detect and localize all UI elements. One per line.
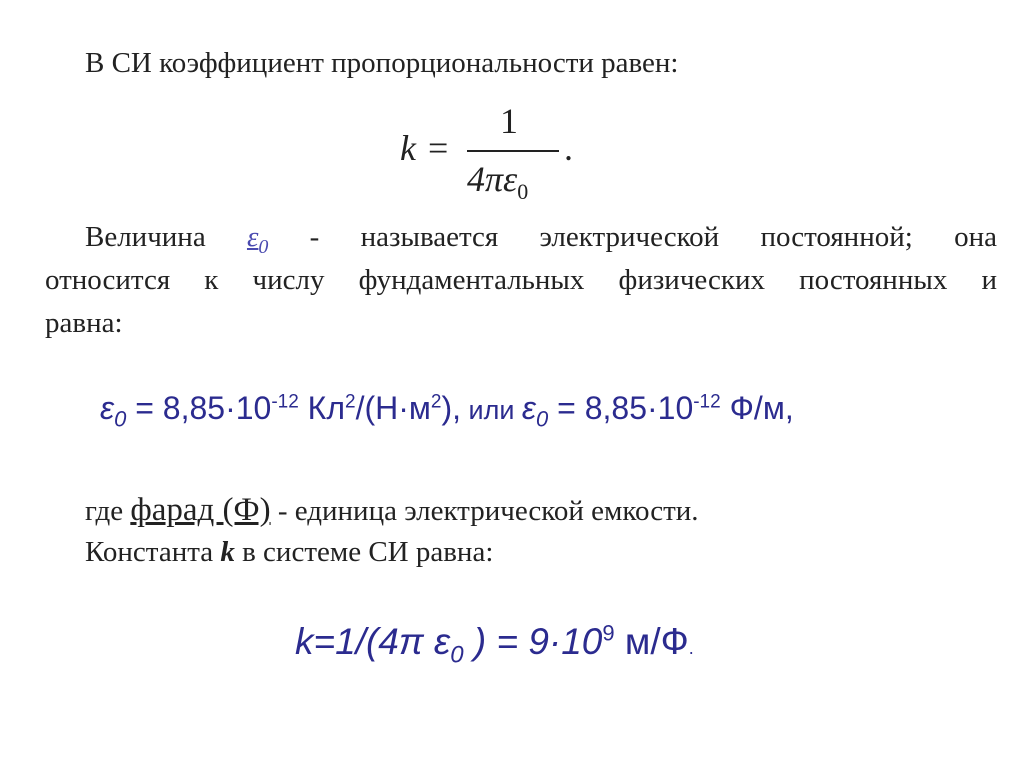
word: фундаментальных [358, 264, 585, 296]
exponent: 2 [430, 391, 442, 413]
unit-part: Ф/м, [720, 390, 794, 426]
paragraph-line-3: равна: [45, 307, 123, 339]
word: постоянных [799, 264, 948, 296]
word: - [309, 221, 320, 253]
period: . [688, 638, 694, 658]
exponent: 9 [602, 620, 615, 646]
epsilon-equation [100, 388, 794, 430]
paragraph-line-1 [85, 219, 997, 258]
intro-text: В СИ коэффициент пропорциональности равен: [85, 47, 679, 79]
unit-part: /(Н·м [355, 390, 431, 426]
denominator-sub: 0 [517, 179, 529, 205]
unit-part: Кл [298, 390, 345, 426]
fraction-denominator [467, 158, 529, 205]
constant-suffix: в системе СИ равна: [234, 536, 494, 568]
k-lhs: k=1/(4π ε [295, 621, 451, 662]
word: и [981, 264, 997, 296]
word: физических [618, 264, 765, 296]
fraction-bar [467, 150, 559, 152]
exponent: 2 [344, 391, 356, 413]
word: она [954, 221, 997, 253]
epsilon-sub: 0 [450, 641, 464, 669]
k-symbol: k [400, 128, 416, 168]
equals-sign: = [428, 128, 449, 168]
exponent: -12 [693, 391, 721, 413]
exponent: -12 [271, 391, 299, 413]
epsilon-sub: 0 [535, 406, 549, 432]
value-part: = 8,85·10 [126, 390, 272, 426]
fraction-numerator: 1 [500, 101, 518, 141]
unit-part: ), [441, 390, 461, 426]
farad-line [85, 492, 699, 529]
k-unit: м/Ф [614, 621, 689, 662]
k-formula [400, 100, 600, 210]
word: электрической [539, 221, 720, 253]
k-symbol: k [220, 536, 235, 568]
paragraph-line-2 [45, 262, 997, 298]
epsilon-sub: 0 [114, 406, 127, 432]
word: числу [252, 264, 325, 296]
epsilon-sub: 0 [258, 235, 269, 258]
constant-prefix: Константа [85, 536, 221, 568]
word: относится [45, 264, 171, 296]
word: Величина [85, 221, 206, 253]
constant-line [85, 534, 493, 570]
epsilon-symbol: ε [100, 390, 115, 426]
value-part: = 8,85·10 [548, 390, 694, 426]
farad-prefix: где [85, 495, 131, 527]
word: к [204, 264, 219, 296]
k-value-equation [295, 620, 694, 670]
denominator-main: 4πε [467, 159, 518, 199]
word: называется [360, 221, 499, 253]
k-mid: ) = 9·10 [463, 621, 603, 662]
epsilon-symbol: ε [246, 221, 259, 253]
formula-period: . [564, 128, 573, 168]
epsilon-symbol: ε [521, 390, 536, 426]
farad-link[interactable]: фарад (Ф) [130, 492, 271, 528]
word: постоянной; [760, 221, 913, 253]
epsilon-link[interactable] [246, 219, 269, 258]
or-word: или [461, 395, 522, 425]
farad-suffix: - единица электрической емкости. [270, 495, 699, 527]
